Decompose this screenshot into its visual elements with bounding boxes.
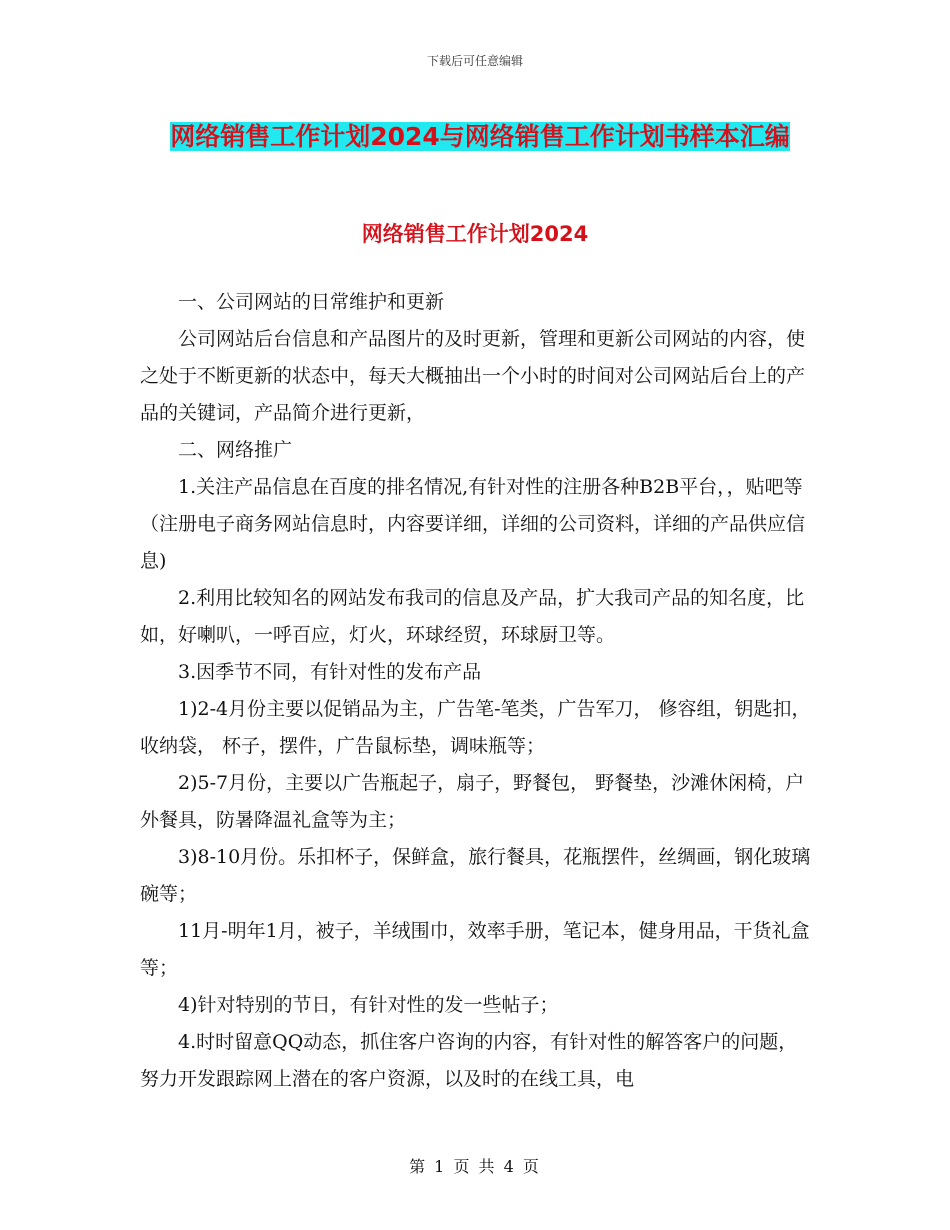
paragraph: 11月-明年1月，被子，羊绒围巾，效率手册，笔记本，健身用品，干货礼盒等； (140, 920, 810, 979)
document-title-text: 网络销售工作计划2024与网络销售工作计划书样本汇编 (170, 122, 790, 151)
document-body (140, 284, 812, 1098)
paragraph: 2.利用比较知名的网站发布我司的信息及产品，扩大我司产品的知名度，比如，好喇叭，一呼百应，灯火，环球经贸，环球厨卫等。 (140, 587, 805, 646)
paragraph: 公司网站后台信息和产品图片的及时更新，管理和更新公司网站的内容，使之处于不断更新的状态中，每天大概抽出一个小时的时间对公司网站后台上的产品的关键词，产品简介进行更新， (140, 328, 806, 424)
paragraph: 4.时时留意QQ动态，抓住客户咨询的内容，有针对性的解答客户的问题，努力开发跟踪网上潜在的客户资源，以及时的在线工具，电 (140, 1031, 798, 1090)
section-title: 网络销售工作计划2024 (361, 222, 589, 246)
paragraph: 3.因季节不同，有针对性的发布产品 (178, 661, 482, 683)
paragraph: 二、网络推广 (178, 439, 293, 461)
paragraph: 1.关注产品信息在百度的排名情况,有针对性的注册各种B2B平台，，贴吧等（注册电子商务网站信息时，内容要详细，详细的公司资料，详细的产品供应信息) (140, 476, 806, 572)
page-footer: 第 1 页 共 4 页 (409, 1157, 541, 1176)
page-header-note: 下载后可任意编辑 (426, 54, 523, 68)
paragraph: 1)2-4月份主要以促销品为主，广告笔-笔类，广告军刀， 修容组，钥匙扣，收纳袋， 杯子，摆件，广告鼠标垫，调味瓶等； (140, 698, 811, 757)
paragraph: 4)针对特别的节日，有针对性的发一些帖子； (178, 994, 559, 1016)
paragraph: 3)8-10月份。乐扣杯子，保鲜盒，旅行餐具，花瓶摆件，丝绸画，钢化玻璃碗等； (140, 846, 811, 905)
document-title (140, 112, 820, 162)
paragraph: 2)5-7月份，主要以广告瓶起子，扇子，野餐包， 野餐垫，沙滩休闲椅，户外餐具，防暑降温礼盒等为主； (140, 772, 805, 831)
paragraph: 一、公司网站的日常维护和更新 (178, 291, 445, 313)
